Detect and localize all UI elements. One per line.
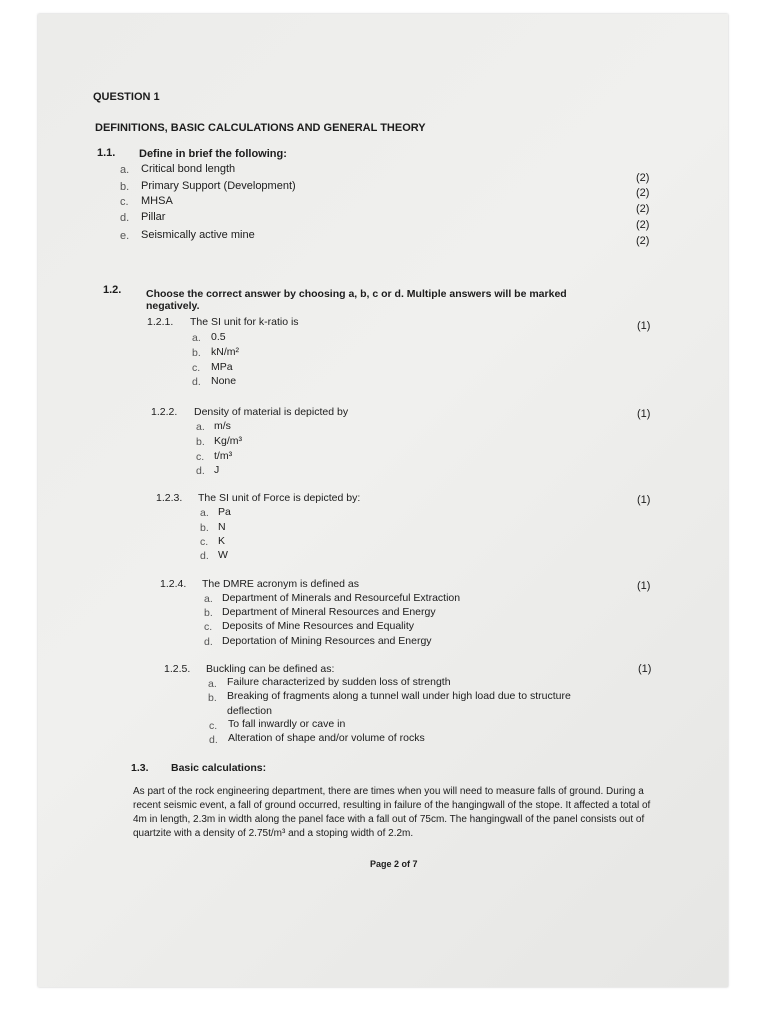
option-text: MPa (211, 361, 233, 373)
question-number: 1.2.2. (151, 406, 178, 418)
option-letter: d. (209, 734, 218, 746)
question-number: 1.2.5. (164, 663, 191, 675)
marks: (1) (638, 663, 652, 675)
option-letter: a. (196, 421, 205, 433)
option-letter: c. (196, 451, 205, 463)
list-item-letter: a. (120, 164, 130, 176)
marks: (1) (637, 408, 651, 420)
option-text: m/s (214, 420, 231, 432)
question-number: 1.2.4. (160, 578, 187, 590)
q1-3-title: Basic calculations: (171, 762, 267, 774)
option-letter: b. (196, 436, 205, 448)
option-text: Deposits of Mine Resources and Equality (222, 620, 415, 632)
option-letter: d. (196, 465, 205, 477)
list-item-letter: c. (120, 196, 129, 208)
option-letter: d. (200, 550, 209, 562)
option-text: K (218, 535, 226, 547)
option-letter: c. (209, 720, 218, 732)
question-text: The SI unit for k-ratio is (190, 316, 299, 328)
option-letter: a. (208, 678, 217, 690)
question-text: Buckling can be defined as: (206, 663, 335, 675)
marks: (1) (637, 320, 651, 332)
list-item-text: Seismically active mine (141, 229, 255, 241)
option-text: None (211, 375, 237, 387)
option-text: Alteration of shape and/or volume of rocks (228, 732, 425, 744)
marks: (2) (636, 187, 650, 199)
page-number: Page 2 of 7 (370, 859, 418, 869)
option-text: t/m³ (214, 450, 233, 462)
marks: (2) (636, 172, 650, 184)
option-text: To fall inwardly or cave in (228, 718, 346, 730)
option-letter: a. (200, 507, 209, 519)
marks: (2) (636, 203, 650, 215)
list-item-letter: d. (120, 212, 130, 224)
q1-1-number: 1.1. (97, 147, 116, 159)
option-text: Pa (218, 506, 231, 518)
q1-3-paragraph: As part of the rock engineering department, there are times when you will need to measure falls of ground. During a recent seismic event, a fall of ground occurred, resulting in failure of the hangingwall of the stope. It affected a total of 4m in length, 2.3m in width along the panel face with a fall out of 75cm. The hangingwall of the panel consists out of quartzite with a density of 2.75t/m³ and a stoping width of 2.2m. (133, 786, 651, 839)
marks: (2) (636, 219, 650, 231)
option-text: J (214, 464, 220, 476)
list-item-text: Primary Support (Development) (141, 180, 296, 192)
option-text: 0.5 (211, 331, 226, 343)
section-title: DEFINITIONS, BASIC CALCULATIONS AND GENERAL THEORY (95, 122, 426, 134)
q1-3-number: 1.3. (131, 762, 149, 774)
q1-2-prompt: Choose the correct answer by choosing a, b, c or d. Multiple answers will be marked (146, 288, 567, 300)
option-text: Department of Minerals and Resourceful Extraction (222, 592, 461, 604)
question-text: Density of material is depicted by (194, 406, 349, 418)
marks: (2) (636, 235, 650, 247)
option-letter: d. (204, 636, 213, 648)
option-letter: b. (204, 607, 213, 619)
option-letter: c. (200, 536, 209, 548)
option-text: N (218, 521, 226, 533)
option-letter: c. (192, 362, 201, 374)
option-letter: b. (192, 347, 201, 359)
option-letter: a. (192, 332, 201, 344)
list-item-text: Critical bond length (141, 163, 236, 175)
list-item-letter: e. (120, 230, 130, 242)
question-number: 1.2.3. (156, 492, 183, 504)
option-letter: a. (204, 593, 213, 605)
question-text: The DMRE acronym is defined as (202, 578, 359, 590)
marks: (1) (637, 580, 651, 592)
q1-2-prompt-cont: negatively. (146, 300, 200, 312)
option-letter: d. (192, 376, 201, 388)
question-number: 1.2.1. (147, 316, 174, 328)
q1-1-prompt: Define in brief the following: (139, 148, 287, 160)
option-text: Breaking of fragments along a tunnel wall under high load due to structure (227, 690, 571, 702)
list-item-text: MHSA (141, 195, 173, 207)
list-item-letter: b. (120, 181, 130, 193)
option-text: Deportation of Mining Resources and Energy (222, 635, 432, 647)
question-title: QUESTION 1 (93, 91, 160, 103)
option-text-cont: deflection (227, 705, 272, 717)
question-text: The SI unit of Force is depicted by: (198, 492, 361, 504)
option-letter: c. (204, 621, 213, 633)
option-letter: b. (208, 692, 217, 704)
list-item-text: Pillar (141, 211, 166, 223)
marks: (1) (637, 494, 651, 506)
option-text: Department of Mineral Resources and Energy (222, 606, 436, 618)
option-text: Failure characterized by sudden loss of strength (227, 676, 451, 688)
option-text: Kg/m³ (214, 435, 243, 447)
option-text: kN/m² (211, 346, 239, 358)
q1-2-number: 1.2. (103, 284, 122, 296)
option-text: W (218, 549, 228, 561)
option-letter: b. (200, 522, 209, 534)
